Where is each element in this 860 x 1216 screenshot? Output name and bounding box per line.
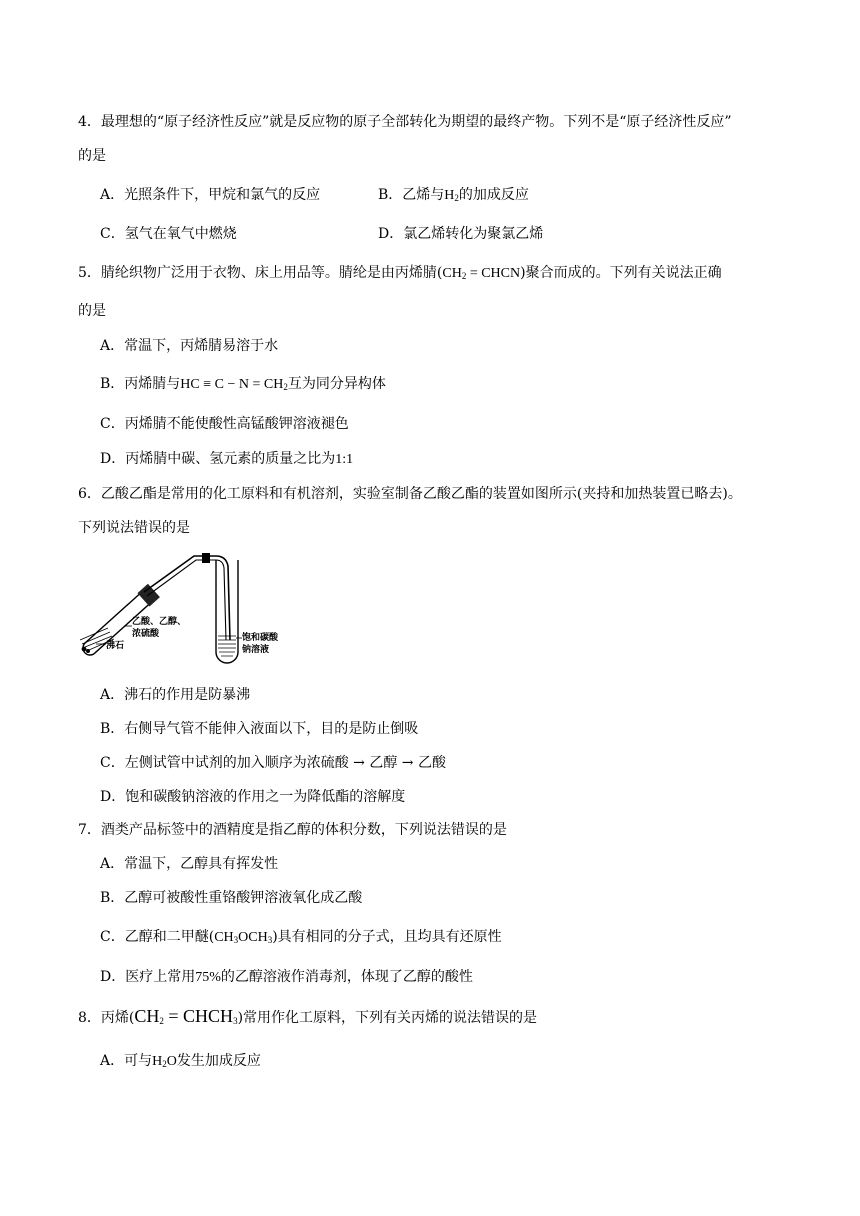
q6-stem-line1: 6．乙酸乙酯是常用的化工原料和有机溶剂，实验室制备乙酸乙酯的装置如图所示(夹持和加热装置已略去)。 xyxy=(78,486,742,502)
q6-stem-line2: 下列说法错误的是 xyxy=(78,520,190,536)
label-solution-2: 钠溶液 xyxy=(242,645,270,655)
q7-option-d: D．医疗上常用75%的乙醇溶液作消毒剂，体现了乙醇的酸性 xyxy=(100,969,473,985)
q5-stem-line1: 5．腈纶织物广泛用于衣物、床上用品等。腈纶是由丙烯腈($CH_2$ = CHCN)聚合而成的。下列有关说法正确 xyxy=(78,265,722,281)
q4-option-c: C．氢气在氧气中燃烧 xyxy=(100,226,237,242)
q5-option-c: C．丙烯腈不能使酸性高锰酸钾溶液褪色 xyxy=(100,416,349,432)
q4-option-b: B．乙烯与$H_2$的加成反应 xyxy=(378,187,529,203)
label-solution-1: 饱和碳酸 xyxy=(242,633,279,643)
q4-option-d: D．氯乙烯转化为聚氯乙烯 xyxy=(378,226,544,242)
right-test-tube xyxy=(216,560,238,663)
q4-stem-line1: 4．最理想的“原子经济性反应”就是反应物的原子全部转化为期望的最终产物。下列不是“原子经济性反应” xyxy=(78,114,732,130)
label-boiling-chips: 沸石 xyxy=(106,641,125,651)
q7-option-b: B．乙醇可被酸性重铬酸钾溶液氧化成乙酸 xyxy=(100,890,363,906)
label-reagents-2: 浓硫酸 xyxy=(132,629,160,639)
q5-option-d: D．丙烯腈中碳、氢元素的质量之比为1:1 xyxy=(100,451,354,467)
q7-option-c: C．乙醇和二甲醚$(CH_3OCH_3)$具有相同的分子式，且均具有还原性 xyxy=(100,929,502,945)
q6-option-b: B．右侧导气管不能伸入液面以下，目的是防止倒吸 xyxy=(100,721,419,737)
ester-apparatus-diagram xyxy=(76,548,296,670)
q6-option-d: D．饱和碳酸钠溶液的作用之一为降低酯的溶解度 xyxy=(100,789,406,805)
q4-option-a: A．光照条件下，甲烷和氯气的反应 xyxy=(100,187,321,203)
label-reagents-1: 乙酸、乙醇、 xyxy=(132,617,187,627)
q5-option-a: A．常温下，丙烯腈易溶于水 xyxy=(100,338,279,354)
q6-option-c: C．左侧试管中试剂的加入顺序为浓硫酸 → 乙醇 → 乙酸 xyxy=(100,755,446,771)
q8-stem: 8．丙烯($CH_2$ = $CHCH_3$)常用作化工原料，下列有关丙烯的说法错误的是 xyxy=(78,1006,538,1026)
boiling-chip xyxy=(82,647,87,652)
q4-stem-line2: 的是 xyxy=(78,148,106,164)
q8-option-a: A．可与$H_2O$发生加成反应 xyxy=(100,1053,261,1069)
q5-stem-line2: 的是 xyxy=(78,303,106,319)
q5-option-b: B．丙烯腈与HC ≡ $C - N = CH_2$互为同分异构体 xyxy=(100,376,386,392)
q6-option-a: A．沸石的作用是防暴沸 xyxy=(100,687,251,703)
q7-option-a: A．常温下，乙醇具有挥发性 xyxy=(100,856,279,872)
q7-stem: 7．酒类产品标签中的酒精度是指乙醇的体积分数，下列说法错误的是 xyxy=(78,822,507,838)
